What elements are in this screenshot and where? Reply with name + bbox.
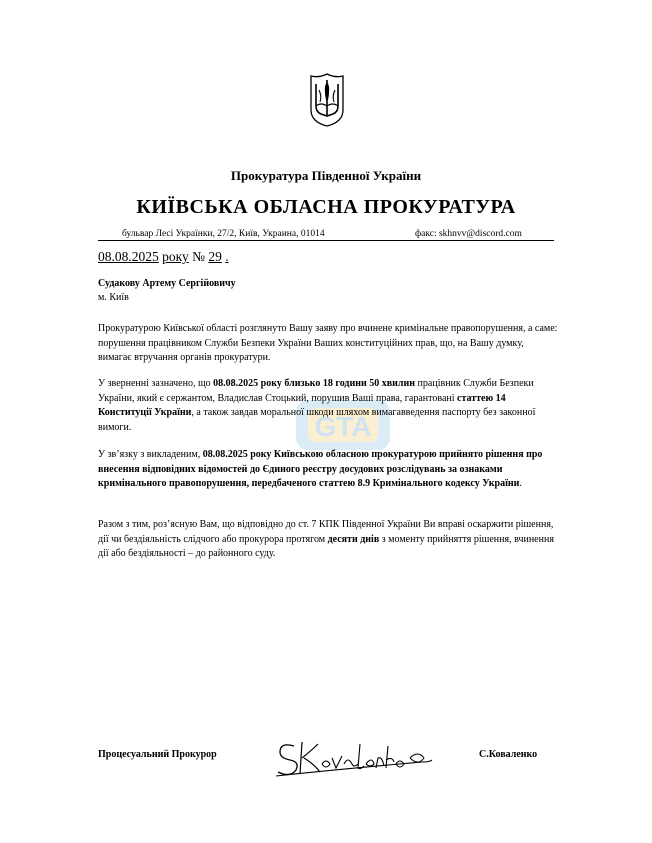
p2-bold-datetime: 08.08.2025 року близько 18 години 50 хвилин [213,378,416,389]
document-number-prefix: № [192,249,206,264]
p3-bold-decision: 08.08.2025 року Київською обласною прокуратурою прийнято рішення про внесення відповідних відомостей до Єдиного реєстру досудових розслідувань за ознаками кримінального правопорушення, передбаченого статтею 8.9 Кримінального кодексу України [98,449,543,489]
recipient-name: Судакову Артему Сергійовичу [98,278,236,289]
document-date-number [98,249,229,265]
p2-text: У зверненні зазначено, що [98,378,214,389]
p2-text-3: , а також завдав моральної шкоди шляхом вимагавведення паспорту без законної вимоги. [98,407,536,433]
paragraph-3 [98,448,558,492]
agency-name: Прокуратура Південної України [230,168,422,183]
watermark-text: GTA [314,411,372,442]
office-title: КИЇВСЬКА ОБЛАСНА ПРОКУРАТУРА [136,196,516,218]
p4-text: Разом з тим, роз’ясную Вам, що відповідно до ст. 7 КПК Південної України Ви вправі оскаржити рішення, дії чи бездіяльність слідчого або прокурора протягом [98,519,554,545]
office-fax: факс: skhnvv@discord.com [415,229,522,239]
p4-bold-deadline: десяти днів [327,533,380,545]
header-divider [98,240,554,241]
document-number-suffix: . [225,249,229,264]
paragraph-2 [98,377,558,435]
p3-text: У зв’язку з викладеним, [98,449,203,460]
document-date: 08.08.2025 [98,249,159,264]
recipient-city: м. Київ [98,292,129,303]
p3-text-end: . [519,478,522,489]
signatory-title: Процесуальний Прокурор [98,749,217,760]
signatory-name: С.Коваленко [479,749,538,760]
p2-bold-article: статтею 14 Конституції України [98,392,506,418]
paragraph-1: Прокуратурою Київської області розглянуто Вашу заяву про вчинене кримінальне правопорушення, а саме: порушення працівником Служби Безпеки України Ваших конституційних прав, що, на Вашу думку, вимагає втручання органів прокуратури. [98,323,558,363]
handwritten-signature [272,736,437,778]
document-number: 29 [208,249,222,264]
coat-of-arms-icon [307,72,347,128]
paragraph-4 [98,518,558,562]
p2-text-2: працівник Служби Безпеки України, який є сержантом, Владислав Стоцький, порушив Ваші права, гарантовані [98,378,534,404]
p4-text-end: з моменту прийняття рішення, вчинення дії або бездіяльності – до районного суду. [98,533,554,559]
office-address: бульвар Лесі Українки, 27/2, Київ, Украина, 01014 [122,229,325,239]
document-year-word: року [162,249,189,264]
